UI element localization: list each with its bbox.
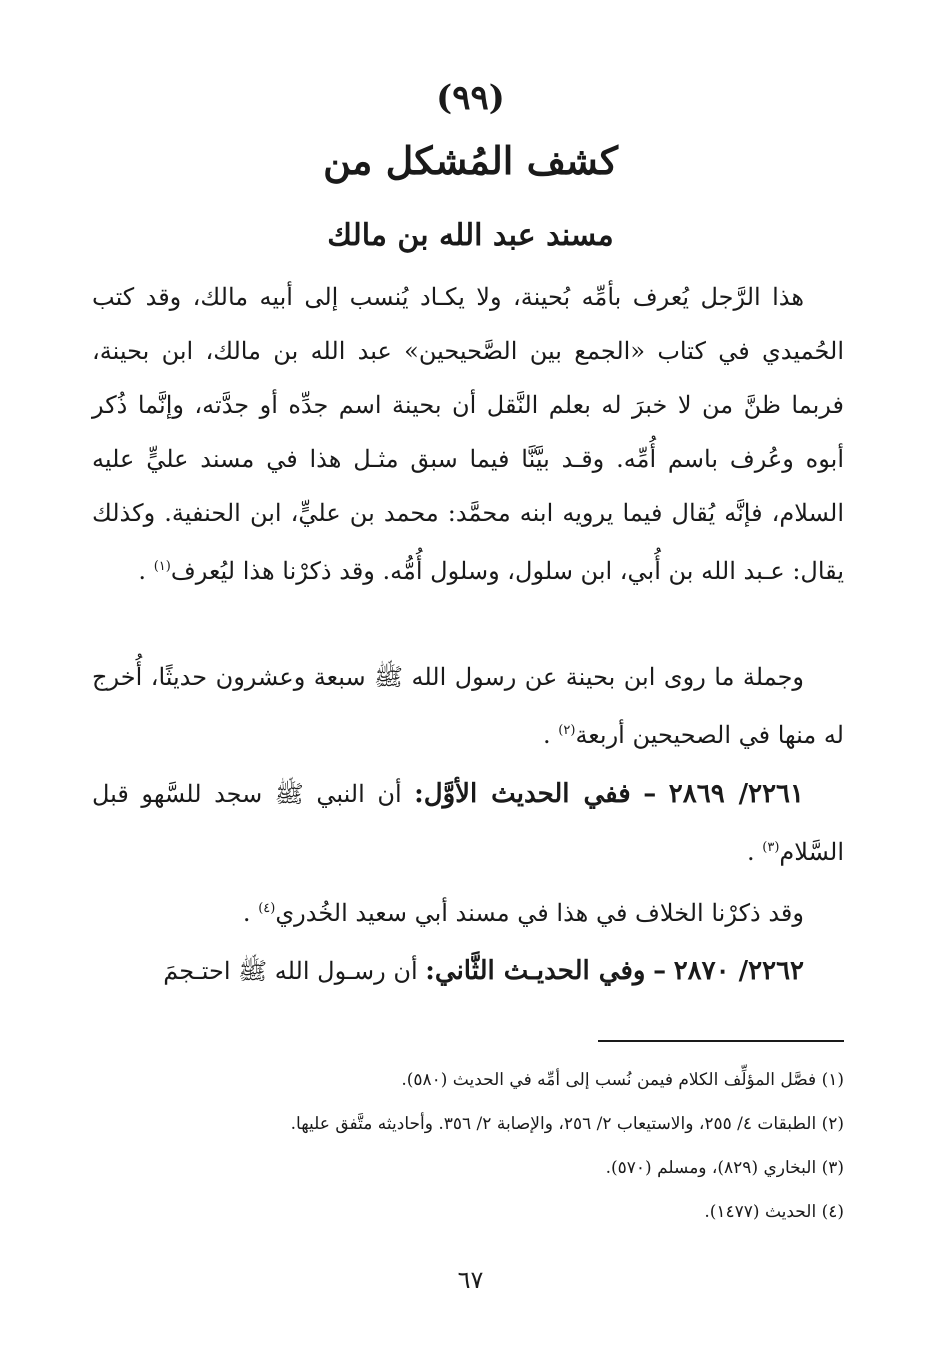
paragraph-3-text: وقد ذكرْنا الخلاف في هذا في مسند أبي سعيد الخُدري — [275, 899, 804, 927]
hadith-2 — [92, 944, 844, 998]
page-number: ٦٧ — [457, 1266, 484, 1294]
footnote-ref-3[interactable]: (٣) — [762, 840, 780, 855]
sentence-period: . — [747, 838, 755, 866]
footnote-1: (١) فصَّل المؤلِّف الكلام فيمن نُسب إلى أمِّه في الحديث (٥٨٠). — [401, 1070, 844, 1090]
page-subtitle: مسند عبد الله بن مالك — [327, 218, 614, 253]
paragraph-1-text: هذا الرَّجل يُعرف بأمِّه بُحينة، ولا يكـاد يُنسب إلى أبيه مالك، وقد كتب الحُميدي في كتاب «الجمع بين الصَّحيحين» عبد الله بن مالك، ابن بحينة، فربما ظنَّ من لا خبرَ له بعلم النَّقل أن بحينة اسم جدِّه أو جدَّته، وإنَّما ذُكر أبوه وعُرف باسم أُمِّه. وقـد بيَّنَّا فيما سبق مثـل هذا في مسند عليٍّ عليه السلام، فإنَّه يُقال فيما يرويه ابنه محمَّد: محمد بن عليٍّ، ابن الحنفية. وكذلك يقال: عـبد الله بن أُبي، ابن سلول، وسلول أُمُّه. وقد ذكرْنا هذا ليُعرف — [92, 283, 844, 585]
paragraph-2-text: وجملة ما روى ابن بحينة عن رسول الله ﷺ سبعة وعشرون حديثًا، أُخرج له منها في الصحيحين أربعة — [92, 663, 844, 749]
footnote-4: (٤) الحديث (١٤٧٧). — [704, 1202, 844, 1222]
hadith-2-text: أن رسـول الله ﷺ احتـجمَ — [163, 957, 418, 985]
hadith-2-heading: وفي الحديـث الثَّاني: — [425, 956, 646, 986]
hadith-1-heading: ففي الحديث الأوَّل: — [414, 779, 631, 809]
sentence-period: . — [242, 899, 251, 927]
footnote-3: (٣) البخاري (٨٢٩)، ومسلم (٥٧٠). — [605, 1158, 844, 1178]
paragraph-2 — [92, 650, 844, 762]
footnote-ref-1[interactable]: (١) — [153, 559, 171, 574]
footnote-divider — [598, 1040, 844, 1042]
hadith-dash: – — [653, 956, 667, 986]
hadith-1-number: ٢٢٦١/ ٢٨٦٩ — [668, 779, 804, 809]
paragraph-1 — [92, 270, 844, 598]
footnotes — [100, 1058, 844, 1234]
footnote-ref-2[interactable]: (٢) — [558, 723, 576, 738]
sentence-period: . — [138, 557, 147, 585]
section-number: (٩٩) — [436, 78, 505, 118]
hadith-1-text: أن النبي ﷺ سجد للسَّهو قبل السَّلام — [92, 780, 844, 866]
sentence-period: . — [543, 721, 551, 749]
footnote-ref-4[interactable]: (٤) — [258, 901, 276, 916]
hadith-1 — [92, 767, 844, 879]
hadith-dash: – — [643, 779, 657, 809]
hadith-2-number: ٢٢٦٢/ ٢٨٧٠ — [673, 956, 804, 986]
page-title: كشف المُشكل من — [323, 138, 618, 183]
paragraph-3 — [92, 882, 844, 940]
footnote-2: (٢) الطبقات ٤/ ٢٥٥، والاستيعاب ٢/ ٢٥٦، والإصابة ٢/ ٣٥٦. وأحاديثه متَّفق عليها. — [290, 1114, 844, 1134]
